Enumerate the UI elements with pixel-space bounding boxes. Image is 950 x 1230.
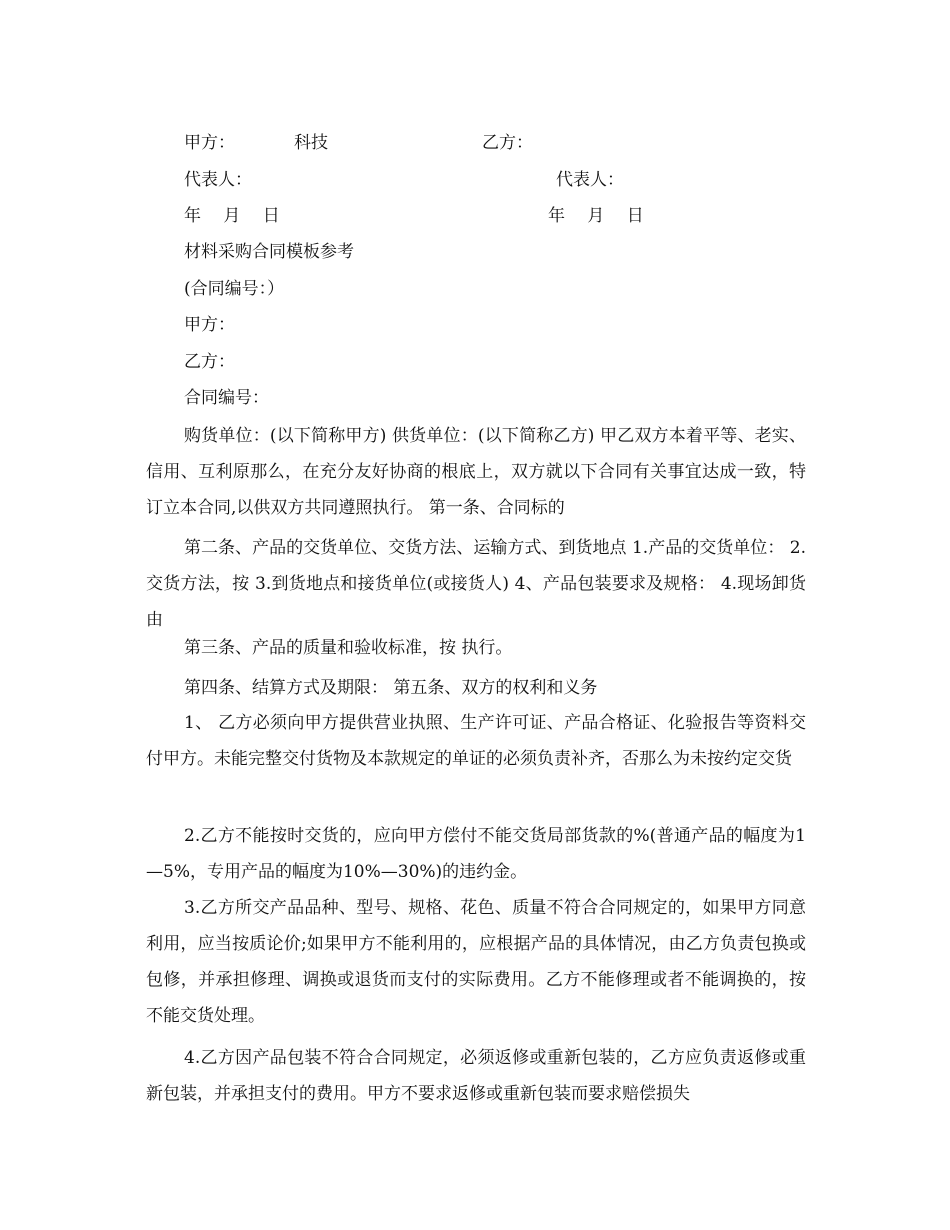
- paragraph-clause-1: 1、 乙方必须向甲方提供营业执照、生产许可证、产品合格证、化验报告等资料交付甲方。未能完整交付货物及本款规定的单证的必须负责补齐，否那么为未按约定交货: [146, 713, 806, 769]
- sig-rep-b: 代表人：: [556, 170, 624, 190]
- sig-party-b-label: 乙方：: [482, 133, 533, 153]
- sig-party-a-name: 科技: [294, 133, 328, 153]
- contract-number-line: 合同编号：: [184, 388, 269, 408]
- paragraph-intro: 购货单位：(以下简称甲方) 供货单位：(以下简称乙方) 甲乙双方本着平等、老实、信用、互利原那么，在充分友好协商的根底上，双方就以下合同有关事宜达成一致，特订立本合同,以供双方共同遵照执行。 第一条、合同标的: [146, 426, 806, 518]
- sig-rep-a: 代表人：: [184, 170, 252, 190]
- sig-party-a-label: 甲方：: [184, 133, 235, 153]
- paragraph-article-2: 第二条、产品的交货单位、交货方法、运输方式、到货地点 1.产品的交货单位： 2.交货方法，按 3.到货地点和接货单位(或接货人) 4、产品包装要求及规格： 4.现场卸货由: [146, 538, 806, 630]
- paragraph-article-3: 第三条、产品的质量和验收标准，按 执行。: [184, 638, 513, 658]
- party-b-line: 乙方：: [184, 352, 235, 372]
- paragraph-article-4-5: 第四条、结算方式及期限： 第五条、双方的权利和义务: [184, 678, 598, 698]
- paragraph-clause-2: 2.乙方不能按时交货的，应向甲方偿付不能交货局部货款的%(普通产品的幅度为1—5%，专用产品的幅度为10%—30%)的违约金。: [146, 826, 806, 882]
- paragraph-clause-4: 4.乙方因产品包装不符合合同规定，必须返修或重新包装的，乙方应负责返修或重新包装，并承担支付的费用。甲方不要求返修或重新包装而要求赔偿损失: [146, 1048, 806, 1104]
- contract-number-paren: (合同编号：）: [184, 279, 285, 299]
- contract-title: 材料采购合同模板参考: [184, 242, 354, 262]
- sig-date-a: 年 月 日: [184, 206, 280, 226]
- party-a-line: 甲方：: [184, 315, 235, 335]
- sig-date-b: 年 月 日: [548, 206, 644, 226]
- paragraph-clause-3: 3.乙方所交产品品种、型号、规格、花色、质量不符合合同规定的，如果甲方同意利用，应当按质论价;如果甲方不能利用的，应根据产品的具体情况，由乙方负责包换或包修，并承担修理、调换或退货而支付的实际费用。乙方不能修理或者不能调换的，按不能交货处理。: [146, 898, 806, 1026]
